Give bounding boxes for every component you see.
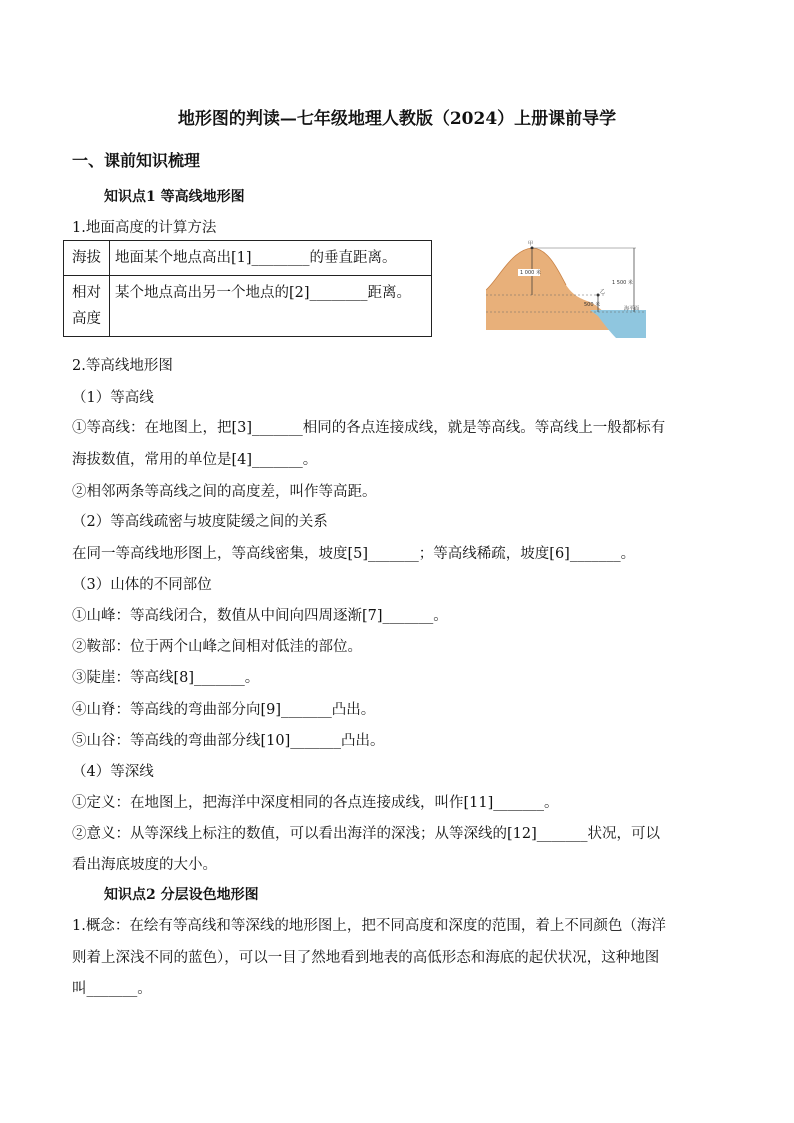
term-altitude: 海拔 [64, 241, 110, 276]
subsection-heading: （3）山体的不同部位 [72, 577, 212, 593]
subsection-heading: （1）等高线 [72, 390, 154, 406]
contour-map-heading: 2.等高线地形图 [72, 358, 173, 374]
paragraph-line: ④山脊：等高线的弯曲部分向[9]_______凸出。 [72, 702, 376, 718]
subsection-heading: （4）等深线 [72, 764, 154, 780]
knowledge-point-2-heading: 知识点2 分层设色地形图 [104, 887, 259, 903]
altitude-label: 1 500 米 [612, 280, 633, 286]
knowledge-point-1-heading: 知识点1 等高线地形图 [104, 189, 245, 205]
paragraph-line: ①定义：在地图上，把海洋中深度相同的各点连接成线，叫作[11]_______。 [72, 795, 559, 811]
table-row [64, 276, 432, 337]
height-method-heading: 1.地面高度的计算方法 [72, 220, 217, 236]
definition-altitude: 地面某个地点高出[1]________的垂直距离。 [110, 241, 432, 276]
relative-height-label: 1 000 米 [520, 270, 541, 276]
paragraph-line: ①山峰：等高线闭合，数值从中间向四周逐渐[7]_______。 [72, 608, 448, 624]
paragraph-line: 看出海底坡度的大小。 [72, 857, 217, 873]
paragraph-line: 1.概念：在绘有等高线和等深线的地形图上，把不同高度和深度的范围，着上不同颜色（海洋 [72, 918, 666, 934]
paragraph-line: ②意义：从等深线上标注的数值，可以看出海洋的深浅；从等深线的[12]_______状况，可以 [72, 826, 661, 842]
low-height-label: 500 米 [584, 302, 601, 308]
definition-table [63, 240, 432, 337]
subsection-heading: （2）等高线疏密与坡度陡缓之间的关系 [72, 514, 328, 530]
paragraph-line: 则着上深浅不同的蓝色），可以一目了然地看到地表的高低形态和海底的起伏状况，这种地图 [72, 950, 660, 966]
elevation-diagram [486, 240, 646, 340]
mountain-shape [486, 248, 614, 330]
term-relative-height: 相对 高度 [64, 276, 110, 337]
paragraph-line: ③陡崖：等高线[8]_______。 [72, 670, 260, 686]
paragraph-line: 在同一等高线地形图上，等高线密集，坡度[5]_______；等高线稀疏，坡度[6]_______。 [72, 546, 636, 562]
paragraph-line: ②相邻两条等高线之间的高度差，叫作等高距。 [72, 484, 377, 500]
paragraph-line: ②鞍部：位于两个山峰之间相对低洼的部位。 [72, 639, 362, 655]
page-title: 地形图的判读—七年级地理人教版（2024）上册课前导学 [177, 109, 617, 129]
paragraph-line: 叫_______。 [72, 981, 152, 997]
paragraph-line: ⑤山谷：等高线的弯曲部分线[10]_______凸出。 [72, 733, 385, 749]
paragraph-line: ①等高线：在地图上，把[3]_______相同的各点连接成线，就是等高线。等高线上一般都标有 [72, 420, 666, 436]
sea-level-label: 海平面 [624, 306, 640, 312]
section-heading: 一、课前知识梳理 [72, 151, 201, 170]
peak-label: 甲 [528, 241, 534, 247]
table-row [64, 241, 432, 276]
point-label: 乙 [600, 289, 606, 295]
paragraph-line: 海拔数值，常用的单位是[4]_______。 [72, 452, 318, 468]
definition-relative-height: 某个地点高出另一个地点的[2]________距离。 [110, 276, 432, 337]
